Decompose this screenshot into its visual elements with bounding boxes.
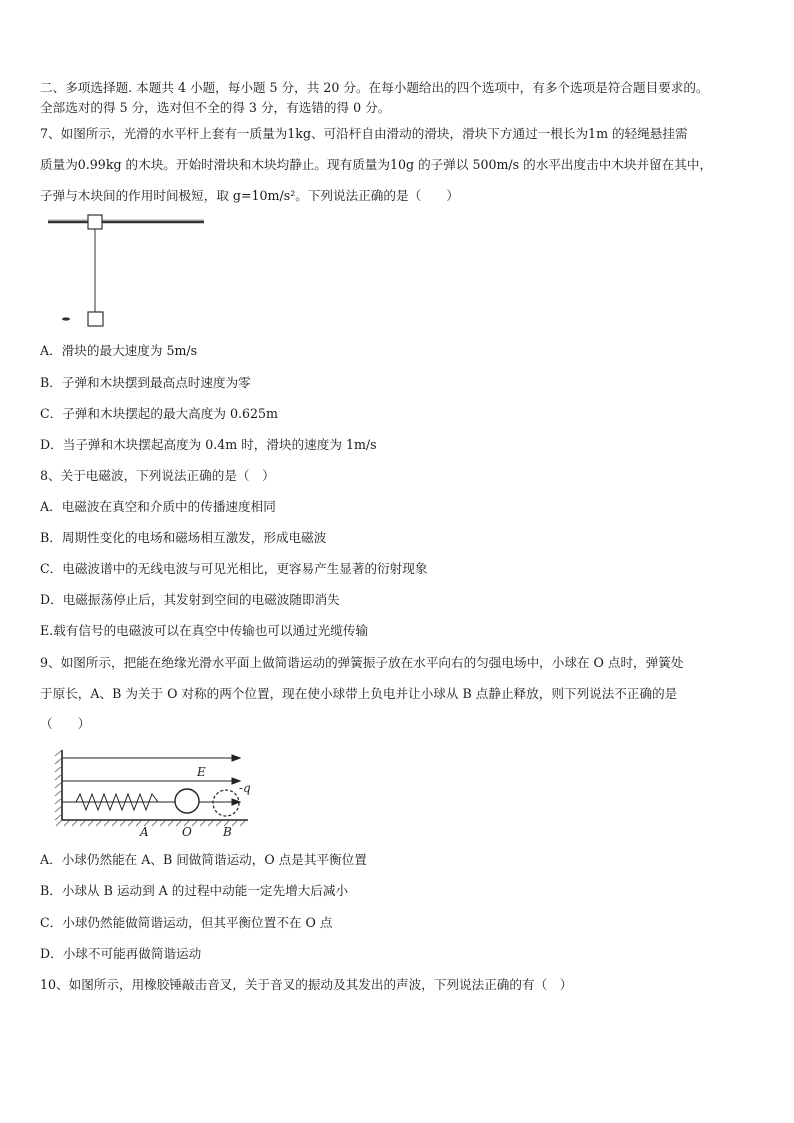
q8-option-d: D．电磁振荡停止后，其发射到空间的电磁波随即消失 bbox=[40, 592, 340, 607]
q9-stem-line1: 9、如图所示，把能在绝缘光滑水平面上做简谐运动的弹簧振子放在水平向右的匀强电场中，小球在 O 点时，弹簧处 bbox=[40, 655, 684, 670]
q7-option-d: D．当子弹和木块摆起高度为 0.4m 时，滑块的速度为 1m/s bbox=[40, 437, 377, 452]
q7-option-b: B．子弹和木块摆到最高点时速度为零 bbox=[40, 375, 251, 390]
q9-option-a: A．小球仍然能在 A、B 间做简谐运动，O 点是其平衡位置 bbox=[40, 852, 367, 867]
q7-stem-line1: 7、如图所示，光滑的水平杆上套有一质量为1kg、可沿杆自由滑动的滑块，滑块下方通过一根长为1m 的轻绳悬挂需 bbox=[40, 126, 688, 141]
q9-option-b: B．小球从 B 运动到 A 的过程中动能一定先增大后减小 bbox=[40, 883, 349, 898]
q8-option-b: B．周期性变化的电场和磁场相互激发，形成电磁波 bbox=[40, 530, 327, 545]
field-label: E bbox=[197, 765, 206, 779]
label-o: O bbox=[182, 825, 192, 839]
q8-stem: 8、关于电磁波，下列说法正确的是（ ） bbox=[40, 468, 275, 483]
q10-stem: 10、如图所示，用橡胶锤敲击音叉，关于音叉的振动及其发出的声波，下列说法正确的有（ ） bbox=[40, 977, 573, 992]
section-header-line2: 全部选对的得 5 分，选对但不全的得 3 分，有选错的得 0 分。 bbox=[40, 100, 391, 115]
q7-stem-line3: 子弹与木块间的作用时间极短，取 g=10m/s²。下列说法正确的是（ ） bbox=[40, 188, 459, 203]
ball bbox=[175, 789, 199, 813]
charge-label: -q bbox=[239, 781, 251, 795]
q7-pendulum-figure bbox=[40, 208, 210, 333]
label-b: B bbox=[223, 825, 232, 839]
q8-option-a: A．电磁波在真空和介质中的传播速度相同 bbox=[40, 499, 276, 514]
q7-option-a: A．滑块的最大速度为 5m/s bbox=[40, 343, 198, 358]
q9-option-c: C．小球仍然能做简谐运动，但其平衡位置不在 O 点 bbox=[40, 915, 333, 930]
q8-option-c: C．电磁波谱中的无线电波与可见光相比，更容易产生显著的衍射现象 bbox=[40, 561, 428, 576]
q7-stem-line2: 质量为0.99kg 的木块。开始时滑块和木块均静止。现有质量为10g 的子弹以 500m/s 的水平出度击中木块并留在其中， bbox=[40, 157, 713, 172]
q9-stem-line3: （ ） bbox=[40, 716, 91, 731]
q9-spring-field-figure bbox=[52, 744, 262, 840]
bullet bbox=[62, 317, 70, 320]
section-header-line1: 二、多项选择题. 本题共 4 小题，每小题 5 分，共 20 分。在每小题给出的四个选项中，有多个选项是符合题目要求的。 bbox=[40, 80, 709, 95]
wood-block bbox=[88, 312, 103, 326]
q8-option-e: E.载有信号的电磁波可以在真空中传输也可以通过光缆传输 bbox=[40, 623, 369, 638]
q9-stem-line2: 于原长，A、B 为关于 O 对称的两个位置，现在使小球带上负电并让小球从 B 点静止释放，则下列说法不正确的是 bbox=[40, 686, 678, 701]
slider-block bbox=[88, 215, 102, 229]
q7-option-c: C．子弹和木块摆起的最大高度为 0.625m bbox=[40, 406, 278, 421]
label-a: A bbox=[140, 825, 149, 839]
q9-option-d: D．小球不可能再做简谐运动 bbox=[40, 946, 202, 961]
